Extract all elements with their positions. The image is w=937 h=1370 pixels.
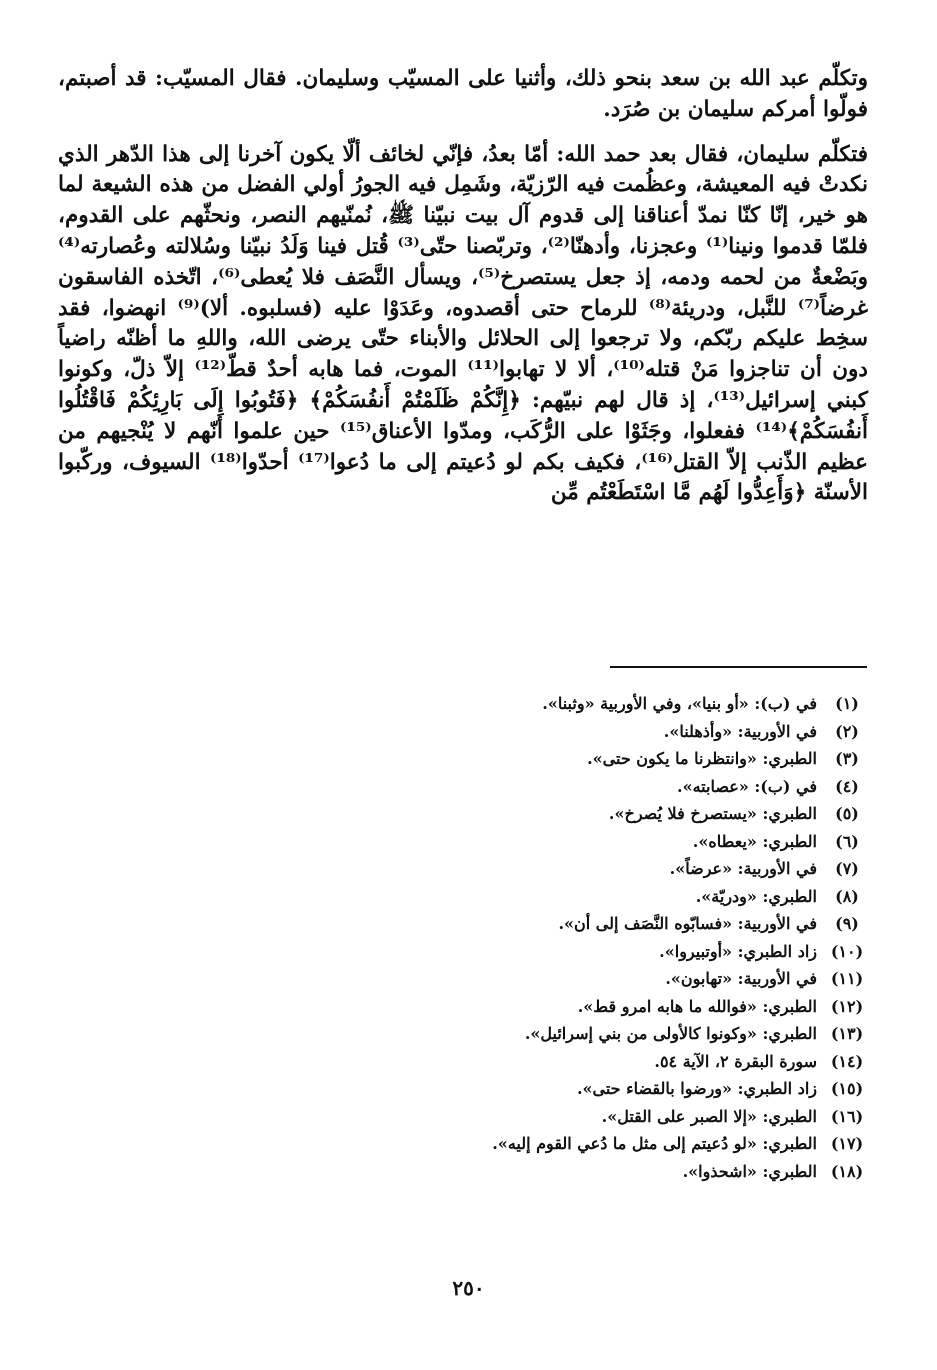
footnote-text: الطبري: «ودريّة».: [695, 886, 817, 906]
footnote-number: (٣): [835, 749, 859, 769]
footnote-number: (٢): [835, 721, 859, 741]
footnote-number: (١٢): [830, 996, 864, 1016]
page-number: ٢٥٠: [452, 1276, 485, 1300]
footnote-10: [300, 938, 877, 966]
footnote-8: [300, 883, 877, 911]
footnote-text: الطبري: «فوالله ما هابه امرو قط».: [577, 996, 817, 1016]
footnote-number: (٦): [835, 831, 859, 851]
footnote-text: في (ب): «عصابته».: [677, 776, 817, 796]
footnote-text: في الأوربية: «فسابّوه النَّصَف إلى أن».: [558, 914, 817, 934]
footnote-number: (٩): [835, 914, 859, 934]
footnote-number: (١٨): [830, 1161, 864, 1181]
footnote-number: (١١): [830, 969, 864, 989]
footnote-11: [300, 965, 877, 993]
footnote-14: [300, 1048, 877, 1076]
footnote-number: (٤): [835, 776, 859, 796]
footnote-divider: [610, 666, 867, 668]
footnote-7: [300, 855, 877, 883]
footnote-text: في الأوربية: «وأذهلنا».: [663, 721, 817, 741]
footnote-17: [300, 1130, 877, 1158]
footnote-number: (١٧): [830, 1134, 864, 1154]
footnote-number: (١٤): [830, 1051, 864, 1071]
footnote-1: [300, 690, 877, 718]
footnote-text: زاد الطبري: «أوتبيروا».: [659, 941, 817, 961]
footnote-text: زاد الطبري: «ورضوا بالقضاء حتى».: [576, 1079, 817, 1099]
footnote-18: [300, 1158, 877, 1186]
footnote-number: (١٠): [830, 941, 864, 961]
paragraph-1: وتكلّم عبد الله بن سعد بنحو ذلك، وأثنيا على المسيّب وسليمان. فقال المسيّب: قد أصبتم، فولّوا أمركم سليمان بن صُرَد.: [58, 66, 868, 122]
footnote-text: الطبري: «وانتظرنا ما يكون حتى».: [587, 749, 817, 769]
footnote-6: [300, 828, 877, 856]
footnote-15: [300, 1075, 877, 1103]
footnote-text: الطبري: «يعطاه».: [692, 831, 817, 851]
footnote-text: الطبري: «وكونوا كالأولى من بني إسرائيل».: [524, 1024, 817, 1044]
footnote-3: [300, 745, 877, 773]
footnote-number: (١٣): [830, 1024, 864, 1044]
footnote-text: الطبري: «لو دُعيتم إلى مثل ما دُعي القوم إليه».: [492, 1134, 817, 1154]
footnote-9: [300, 910, 877, 938]
footnote-text: الطبري: «إلا الصبر على القتل».: [601, 1106, 817, 1126]
footnote-text: في الأوربية: «عرضاً».: [669, 859, 817, 879]
footnote-number: (٧): [835, 859, 859, 879]
footnote-text: في الأوربية: «تهابون».: [665, 969, 817, 989]
footnotes-list: [300, 690, 877, 1185]
footnote-4: [300, 773, 877, 801]
footnote-16: [300, 1103, 877, 1131]
footnote-number: (١٦): [830, 1106, 864, 1126]
footnote-text: الطبري: «يستصرخ فلا يُصرخ».: [608, 804, 817, 824]
main-text: [58, 64, 868, 509]
paragraph-2: فتكلّم سليمان، فقال بعد حمد الله: أمّا بعدُ، فإنّي لخائف ألّا يكون آخرنا إلى هذا الدّهر الذي نكدتْ فيه المعيشة، وعظُمت فيه الرّزيّة، وشَمِل فيه الجورُ أولي الفضل من هذه الشيعة لما هو خير، إنّا كنّا نمدّ أعناقنا إلى قدوم آل بيت نبيّنا ﷺ، نُمنّيهم النصر، ونحثّهم على القدوم، فلمّا قدموا ونينا⁽¹⁾ وعجزنا، وأدهنّا⁽²⁾، وتربّصنا حتّى⁽³⁾ قُتل فينا وَلَدُ نبيّنا وسُلالته وعُصارته⁽⁴⁾ وبَضْعةٌ من لحمه ودمه، إذ جعل يستصرخ⁽⁵⁾، ويسأل النَّصَف فلا يُعطى⁽⁶⁾، اتّخذه الفاسقون غرضاً⁽⁷⁾ للنَّبل، ودريئة⁽⁸⁾ للرماح حتى أقصدوه، وعَدَوْا عليه (فسلبوه. ألا)⁽⁹⁾ انهضوا، فقد سخِط عليكم ربّكم، ولا ترجعوا إلى الحلائل والأبناء حتّى يرضى الله، واللهِ ما أظنّه راضياً دون أن تناجزوا مَنْ قتله⁽¹⁰⁾، ألا لا تهابوا⁽¹¹⁾ الموت، فما هابه أحدٌ قطّ⁽¹²⁾ إلاّ ذلّ، وكونوا كبني إسرائيل⁽¹³⁾، إذ قال لهم نبيّهم: ﴿إِنَّكُمْ ظَلَمْتُمْ أَنفُسَكُمْ﴾ ﴿فَتُوبُوا إِلَى بَارِئِكُمْ فَاقْتُلُوا أَنفُسَكُمْ﴾⁽¹⁴⁾ ففعلوا، وجَثَوْا على الرُّكَب، ومدّوا الأعناق⁽¹⁵⁾ حين علموا أنّهم لا يُنْجيهم من عظيم الذّنب إلاّ القتل⁽¹⁶⁾، فكيف بكم لو دُعيتم إلى ما دُعوا⁽¹⁷⁾ أحدّوا⁽¹⁸⁾ السيوف، وركّبوا الأسنّة ﴿وَأَعِدُّوا لَهُم مَّا اسْتَطَعْتُم مِّن: [58, 141, 869, 506]
footnote-text: سورة البقرة ٢، الآية ٥٤.: [654, 1051, 817, 1071]
footnote-number: (٨): [835, 886, 859, 906]
footnote-12: [300, 993, 877, 1021]
footnote-number: (١٥): [830, 1079, 864, 1099]
footnote-2: [300, 718, 877, 746]
footnote-13: [300, 1020, 877, 1048]
footnote-5: [300, 800, 877, 828]
footnote-text: في (ب): «أو بنيا»، وفي الأوربية «وثبنا».: [542, 694, 817, 714]
footnote-text: الطبري: «اشحذوا».: [682, 1161, 817, 1181]
footnote-number: (٥): [835, 804, 859, 824]
footnote-number: (١): [835, 694, 859, 714]
